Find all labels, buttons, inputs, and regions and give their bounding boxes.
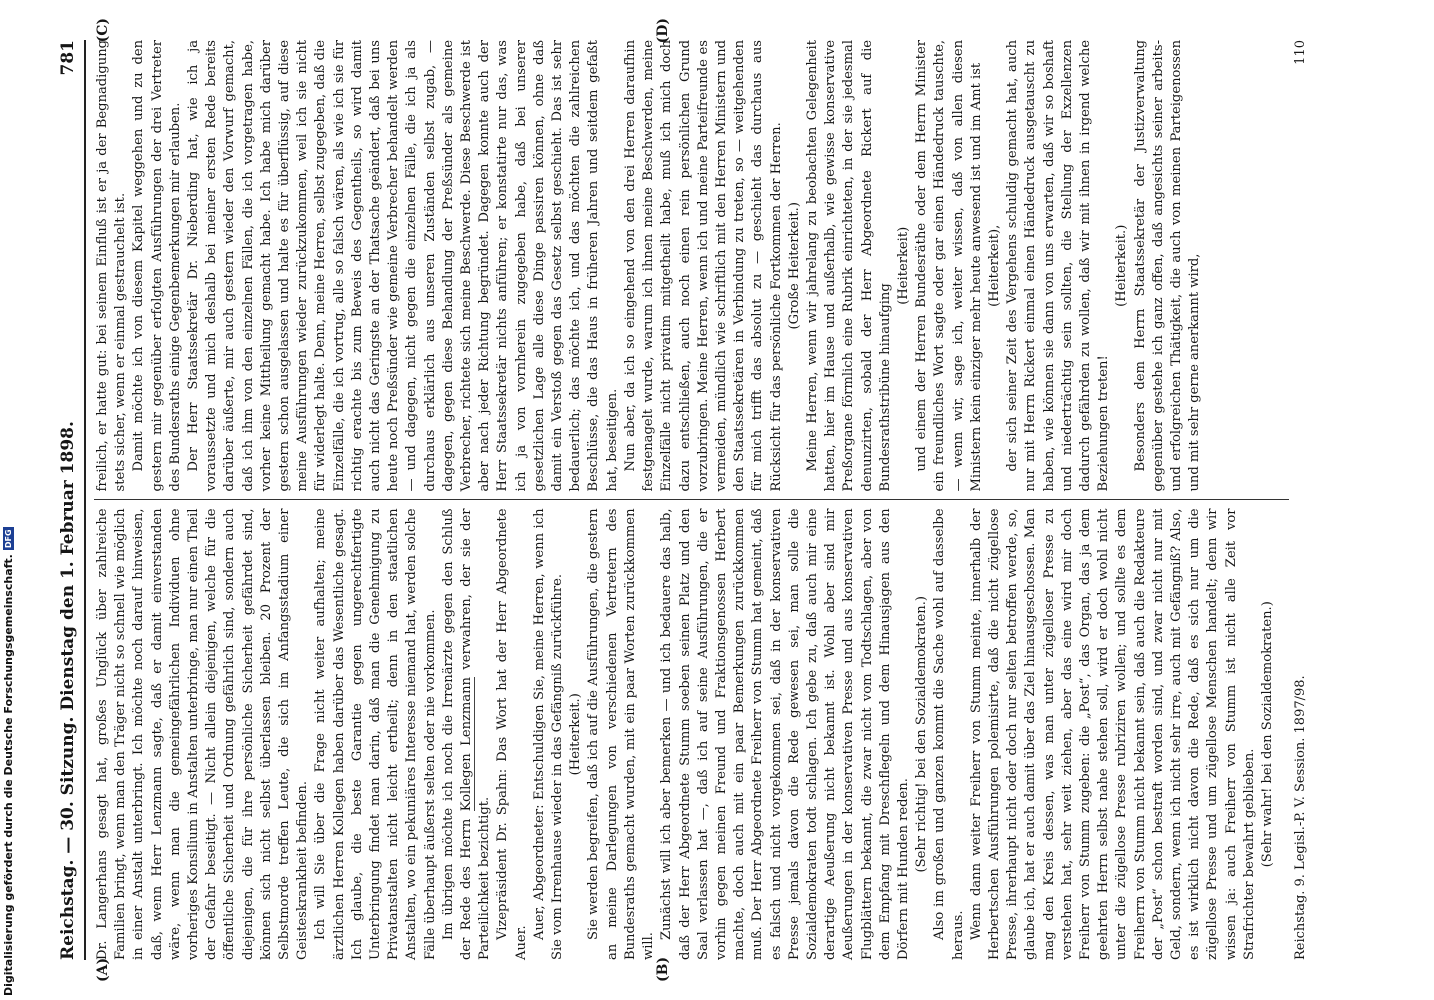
credit-text: Digitalisierung gefördert durch die Deutsche Forschungsgemeinschaft.: [2, 554, 15, 996]
paragraph: (Sehr richtig! bei den Sozialdemokraten.): [914, 596, 930, 873]
text-columns: [94, 17, 1289, 982]
paragraph: Wenn dann weiter Freiherr von Stumm meinte, innerhalb der Herbertschen Ausführungen polemisirte, daß die nicht zügellose Presse, ihrerhaupt nicht oder doch nur selten betroffen werde, so, glaube ich, hat er auch damit über das Ziel hinausgeschossen. Man mag den Kreis dessen, was man unter zügelloser Presse zu verstehen hat, sehr weit ziehen, aber das eine wird mir doch Freiherr von Stumm zugeben: die „Post“, das Organ, das ja dem geehrten Herrn selbst nahe stehen soll, wird er doch wohl nicht unter die zügellose Presse rubriziren wollen; und sollte es dem Freiherrn von Stumm nicht bekannt sein, daß auch die Redakteure der „Post“ schon bestraft worden sind, und zwar nicht nur mit Geld, sondern, wenn ich nicht sehr irre, auch mit Gefängniß? Also, es ist wirklich nicht davon die Rede, daß es sich nur um die zügellose Presse und um zügellose Menschen handelt; denn wir wissen ja: auch Freiherr von Stumm ist nicht alle Zeit vor Strafrichter bewahrt geblieben.: [968, 508, 1257, 960]
digitization-credit: [2, 527, 15, 996]
left-column: [94, 508, 1289, 982]
underlined-fragment: Kollegen Lenzmann: [459, 677, 475, 812]
paragraph: Zunächst will ich aber bemerken — und ich bedauere das halb, daß der Herr Abgeordnete Stumm soeben seinen Platz und den Saal verlassen hat —, daß ich auf seine Ausführungen, die er vorhin gegen meinen Freund und Fraktionsgenossen Herbert machte, doch auch mit ein paar Bemerkungen zurückkommen muß. Der Herr Abgeordnete Freiherr von Stumm hat gemeint, daß es falsch und nicht vorgekommen sei, daß in der konservativen Presse jemals davon die Rede gewesen sei, man solle die Sozialdemokraten todt schlagen. Ich gebe zu, daß auch mir eine derartige Aeußerung nicht bekannt ist. Wohl aber sind mir Aeußerungen in der konservativen Presse und aus konservativen Flugblättern bekannt, die zwar nicht vom Todtschlagen, aber von dem Empfang mit Dreschflegeln und dem Hinausjagen aus den Dörfern mit Hunden reden.: [659, 508, 911, 960]
page-number: 781: [58, 40, 78, 76]
footer-sheet-number: 110: [1293, 40, 1308, 65]
margin-marker-d: (D): [655, 17, 671, 44]
margin-marker-a: (A): [95, 957, 111, 982]
paragraph: und einem der Herren Bundesräthe oder dem Herrn Minister ein freundliches Wort sagte oder gar einen Händedruck tauschte, — wenn wir, sage ich, weiter wissen, daß von allen diesen Ministern kein einziger mehr heute anwesend ist und im Amt ist: [914, 39, 984, 492]
margin-marker-b: (B): [655, 956, 671, 982]
paragraph: Sie werden begreifen, daß ich auf die Ausführungen, die gestern an meine Darlegungen von verschiedenen Vertretern des Bundesraths gemacht wurden, mit ein paar Worten zurückkommen will.: [586, 508, 657, 960]
paragraph: (Heiterkeit),: [986, 224, 1002, 307]
paragraph: (Heiterkeit): [895, 226, 911, 305]
document-page: [22, 10, 1352, 990]
paragraph: Ich will Sie über die Frage nicht weiter aufhalten; meine ärztlichen Herren Kollegen haben darüber das Wesentliche gesagt. Ich glaube, die beste Garantie gegen ungerechtfertigte Unterbringung findet man darin, daß man die Genehmigung zu Privatanstalten nicht leicht ertheilt; denn in den staatlichen Anstalten, wo ein pekuniäres Interesse niemand hat, werden solche Fälle überhaupt äußerst selten oder nie vorkommen.: [313, 508, 438, 960]
paragraph: Nun aber, da ich so eingehend von den drei Herren daraufhin festgenagelt wurde, warum ich ihnen meine Beschwerden, meine Einzelfälle nicht privatim mitgetheilt habe, muß ich mich doch dazu entschließen, auch noch einen rein persönlichen Grund vorzubringen. Meine Herren, wenn ich und meine Parteifreunde es vermeiden, mündlich wie schriftlich mit den Herren Ministern und den Staatssekretären in Verbindung zu treten, so — weitgehenden für mich trifft das absolut zu — geschieht das durchaus aus Rücksicht für das persönliche Fortkommen der Herren.: [622, 39, 784, 492]
paragraph: Meine Herren, wenn wir jahrelang zu beobachten Gelegenheit hatten, hier im Hause und außerhalb, wie gewisse konservative Preßorgane förmlich eine Rubrik einrichteten, in der sie jedesmal denunzirten, sobald der Herr Abgeordnete Rickert auf die Bundesrathstribüne hinaufging: [804, 39, 893, 492]
column-divider: [94, 500, 1289, 501]
paragraph: freilich, er hatte gut: bei seinem Einfluß ist er ja der Begnadigung stets sicher, wenn er einmal gestrauchelt ist.: [95, 39, 129, 492]
paragraph: der sich seiner Zeit des Vergehens schuldig gemacht hat, auch nur mit Herrn Rickert einmal einen Händedruck ausgetauscht zu haben, wie können sie dann von uns erwarten, daß wir so boshaft und niederträchtig sein sollten, die Stellung der Exzellenzen dadurch gefährden zu wollen, daß wir mit ihnen in irgend welche Beziehungen treten!: [1005, 39, 1112, 492]
paragraph: Besonders dem Herrn Staatssekretär der Justizverwaltung gegenüber gestehe ich ganz offen, daß angesichts seiner arbeits- und erfolgreichen Thätigkeit, die auch von meinen Parteigenossen und mit sehr gerne anerkannt wird,: [1132, 39, 1203, 492]
page-header: [58, 40, 86, 960]
header-title: Reichstag. — 30. Sitzung. Dienstag den 1. Februar 1898.: [58, 421, 78, 960]
page-footer: [1293, 40, 1308, 960]
dfg-logo: DFG: [4, 529, 13, 549]
paragraph: (Heiterkeit.): [568, 693, 584, 776]
margin-marker-c: (C): [95, 17, 111, 43]
right-column: [94, 17, 1289, 492]
paragraph: Auer, Abgeordneter: Entschuldigen Sie, meine Herren, wenn ich Sie vom Irrenhause wieder in das Gefängniß zurückführe.: [531, 508, 566, 960]
paragraph: (Heiterkeit.): [1114, 224, 1130, 307]
paragraph: Also im großen und ganzen kommt die Sache wohl auf dasselbe heraus.: [932, 508, 966, 960]
paragraph: Damit möchte ich von diesem Kapitel weggehen und zu den gestern mir gegenüber erfolgten Ausführungen der drei Vertreter des Bundesraths einige Gegenbemerkungen mir erlauben.: [131, 39, 183, 492]
paragraph: Im übrigen möchte ich noch die Irrenärzte gegen den Schluß der Rede des Herrn Kollegen Lenzmann verwahren, der sie der Parteilichkeit bezichtigt.: [440, 508, 493, 960]
footer-session: Reichstag. 9. Legisl.-P. V. Session. 1897/98.: [1293, 675, 1308, 960]
paragraph: Vizepräsident Dr. Spahn: Das Wort hat der Herr Abgeordnete Auer.: [495, 508, 529, 960]
paragraph: Der Herr Staatssekretär Dr. Nieberding hat, wie ich ja voraussetzte und mich deshalb bei meiner ersten Rede bereits darüber äußerte, mir auch gestern wieder den Vorwurf gemacht, daß ich ihm von den einzelnen Fällen, die ich vorgetragen habe, vorher keine Mittheilung gemacht habe. Ich habe mich darüber gestern schon ausgelassen und halte es für überflüssig, auf diese meine Ausführungen wieder zurückzukommen, weil ich sie nicht für widerlegt halte. Denn, meine Herren, selbst zugegeben, daß die Einzelfälle, die ich vortrug, alle so falsch wären, als wie ich sie für richtig erachte bis zum Beweis des Gegentheils, so wird damit auch nicht das Geringste an der Thatsache geändert, daß bei uns heute noch Preßsünder wie gemeine Verbrecher behandelt werden — und dagegen, nicht gegen die einzelnen Fälle, die ich ja als durchaus erklärlich aus unseren Zuständen selbst zugab, — dagegen, gegen diese Behandlung der Preßsünder als gemeine Verbrecher, richtete sich meine Beschwerde. Diese Beschwerde ist aber nach jeder Richtung begründet. Dagegen konnte auch der Herr Staatssekretär nichts anführen; er konstatirte nur das, was ich ja von vornherein zugegeben habe, daß bei unserer gesetzlichen Lage alle diese Dinge passiren können, ohne daß damit ein Verstoß gegen das Gesetz selbst geschieht. Das ist sehr bedauerlich; das möchte ich, und das möchten die zahlreichen Beschlüsse, die das Haus in früheren Jahren und seitdem gefaßt hat, beseitigen.: [186, 39, 620, 492]
paragraph: (Sehr wahr! bei den Sozialdemokraten.): [1260, 601, 1275, 868]
paragraph: Dr. Langerhans gesagt hat, großes Unglück über zahlreiche Familien bringt, wenn man den Träger nicht so schnell wie möglich in einer Anstalt unterbringt. Ich möchte noch darauf hinweisen, daß, wenn Herr Lenzmann sagte, daß er damit einverstanden wäre, wenn man die gemeingefährlichen Individuen ohne vorheriges Konsilium in Anstalten unterbringe, man nur einen Theil der Gefahr beseitigt. — Nicht allein diejenigen, welche für die öffentliche Sicherheit und Ordnung gefährlich sind, sondern auch diejenigen, die für ihre persönliche Sicherheit gefährdet sind, können sich nicht selbst überlassen bleiben. 20 Prozent der Selbstmorde treffen Leute, die sich im Anfangsstadium einer Geisteskrankheit befinden.: [95, 508, 311, 960]
paragraph: (Große Heiterkeit.): [786, 202, 802, 330]
